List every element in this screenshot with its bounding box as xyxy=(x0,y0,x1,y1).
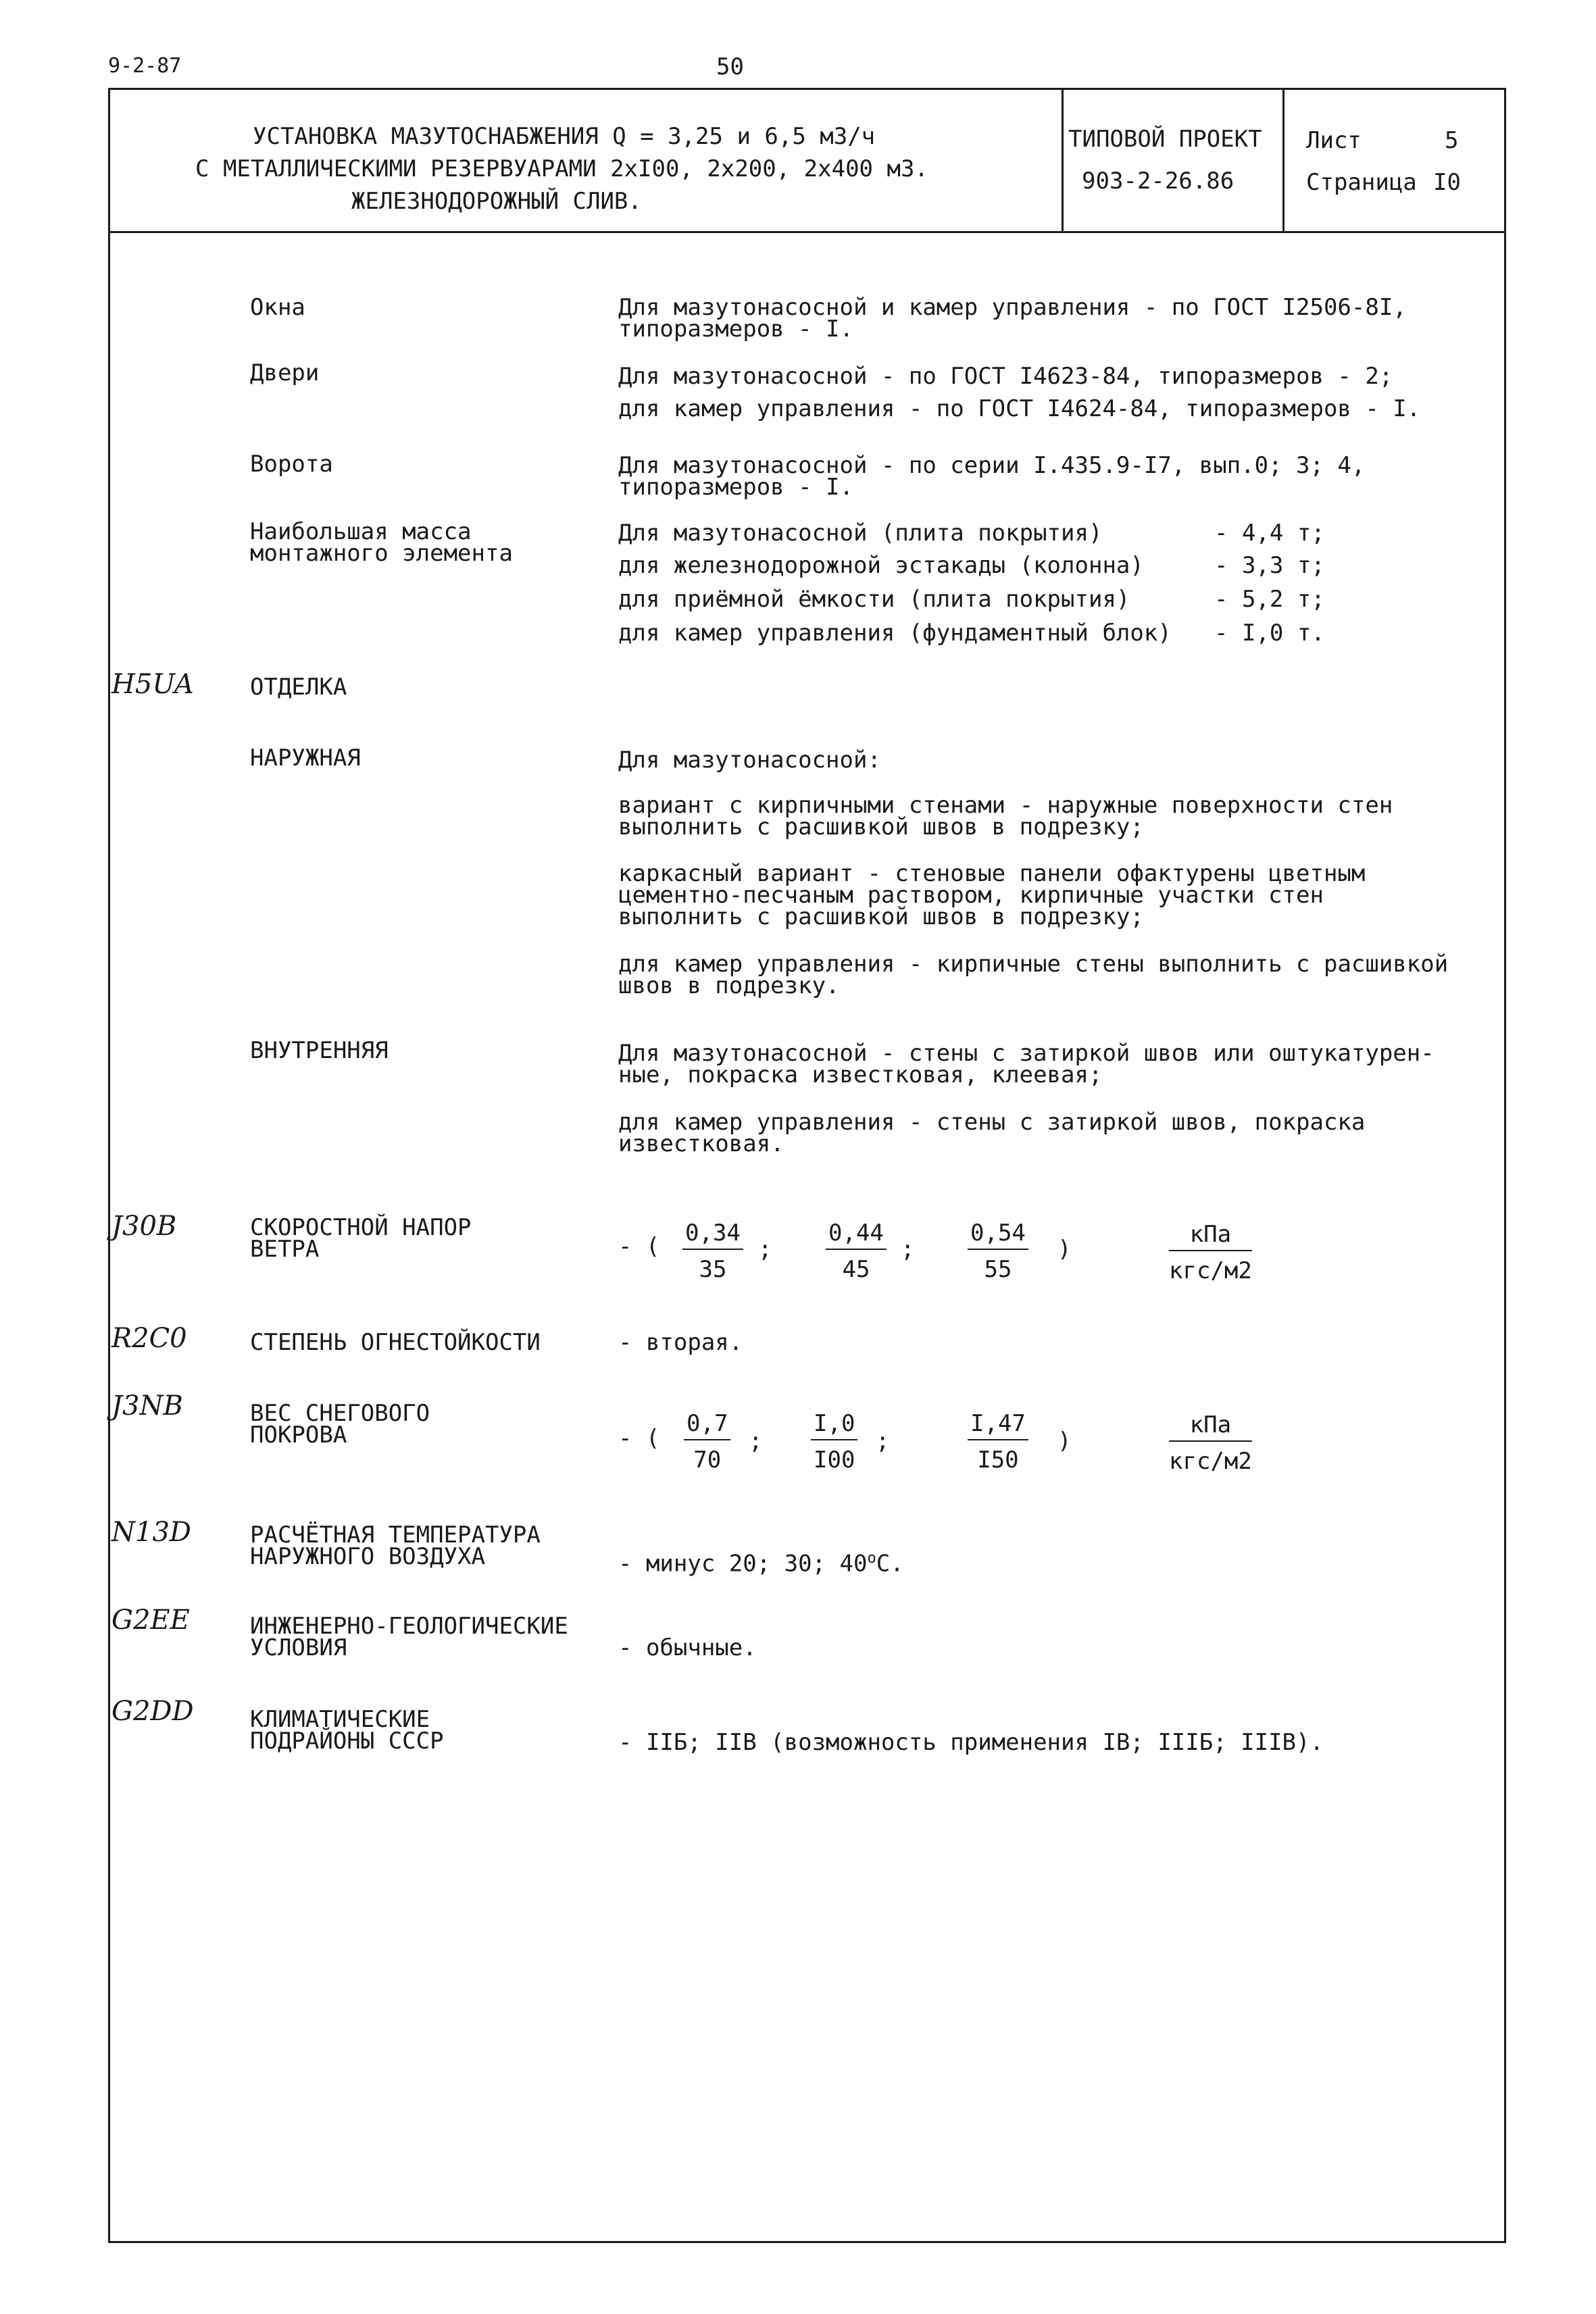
separator: ; xyxy=(758,1236,772,1263)
separator: ; xyxy=(876,1428,890,1455)
climate-label: ПОДРАЙОНЫ СССР xyxy=(250,1728,444,1755)
handwritten-code: H5UA xyxy=(111,669,194,700)
handwritten-code: G2DD xyxy=(111,1696,194,1727)
snow-fraction: $\frac{0,7}{70}$ xyxy=(684,1412,730,1472)
paren-close: ) xyxy=(1057,1428,1072,1455)
fire-label: СТЕПЕНЬ ОГНЕСТОЙКОСТИ xyxy=(250,1329,541,1356)
mass-item-value: - I,0 т. xyxy=(1214,620,1325,647)
page-number: 50 xyxy=(716,53,744,80)
windows-text: Для мазутонасосной и камер управления - по ГОСТ I2506-8I, xyxy=(618,294,1407,321)
mass-item-value: - 5,2 т; xyxy=(1214,586,1325,613)
windows-label: Окна xyxy=(250,294,305,321)
handwritten-code: R2C0 xyxy=(111,1323,187,1354)
separator: ; xyxy=(901,1236,915,1263)
wind-label: ВЕТРА xyxy=(250,1236,320,1263)
sheet-label: Лист xyxy=(1306,127,1362,154)
outer-finish-text: каркасный вариант - стеновые панели офактурены цветным xyxy=(618,860,1366,887)
outer-finish-text: цементно-песчаным раствором, кирпичные участки стен xyxy=(618,882,1324,909)
wind-dash: - ( xyxy=(618,1233,660,1260)
page-value: I0 xyxy=(1433,169,1461,196)
windows-text: типоразмеров - I. xyxy=(618,316,853,343)
geology-label: ИНЖЕНЕРНО-ГЕОЛОГИЧЕСКИЕ xyxy=(250,1613,568,1640)
finishing-label: ОТДЕЛКА xyxy=(250,674,347,701)
doors-text: Для мазутонасосной - по ГОСТ I4623-84, типоразмеров - 2; xyxy=(618,363,1393,390)
mass-item-value: - 4,4 т; xyxy=(1214,520,1325,547)
title-divider xyxy=(1062,90,1064,231)
title-divider xyxy=(1282,90,1285,231)
doors-label: Двери xyxy=(250,359,320,386)
title-line-3: ЖЕЛЕЗНОДОРОЖНЫЙ СЛИВ. xyxy=(351,188,642,215)
mass-item-text: для железнодорожной эстакады (колонна) xyxy=(618,552,1144,579)
mass-item-value: - 3,3 т; xyxy=(1214,552,1325,579)
climate-value: - IIБ; IIВ (возможность применения IВ; IIIБ; IIIВ). xyxy=(618,1729,1324,1756)
temperature-value: - минус 20; 30; $40^оС$. xyxy=(618,1550,904,1578)
max-mass-label: Наибольшая масса xyxy=(250,518,472,545)
document-code: 9-2-87 xyxy=(108,54,182,78)
fire-value: - вторая. xyxy=(618,1329,743,1356)
handwritten-code: J30B xyxy=(111,1211,177,1242)
inner-finish-text: известковая. xyxy=(618,1130,784,1157)
mass-item-text: Для мазутонасосной (плита покрытия) xyxy=(618,520,1103,547)
project-number: 903-2-26.86 xyxy=(1082,168,1235,195)
gates-label: Ворота xyxy=(250,451,333,478)
wind-fraction: $\frac{0,44}{45}$ xyxy=(826,1222,887,1281)
wind-units: кПа кгс/м2 xyxy=(1169,1221,1252,1284)
max-mass-label: монтажного элемента xyxy=(250,540,513,567)
geology-value: - обычные. xyxy=(618,1634,757,1661)
outer-finish-label: НАРУЖНАЯ xyxy=(250,745,361,772)
geology-label: УСЛОВИЯ xyxy=(250,1634,347,1661)
wind-fraction: $\frac{0,54}{55}$ xyxy=(968,1222,1028,1281)
outer-finish-text: для камер управления - кирпичные стены выполнить с расшивкой xyxy=(618,951,1449,978)
sheet-value: 5 xyxy=(1445,127,1459,154)
snow-fraction: $\frac{I,0}{I00}$ xyxy=(811,1412,857,1472)
wind-label: СКОРОСТНОЙ НАПОР xyxy=(250,1214,472,1241)
outer-finish-intro: Для мазутонасосной: xyxy=(618,747,881,774)
handwritten-code: G2EE xyxy=(111,1605,190,1636)
title-line-1: УСТАНОВКА МАЗУТОСНАБЖЕНИЯ Q = 3,25 и 6,5 м3/ч xyxy=(253,123,876,150)
page-label: Страница xyxy=(1306,169,1417,196)
handwritten-code: J3NB xyxy=(111,1390,183,1422)
snow-label: ПОКРОВА xyxy=(250,1422,347,1449)
handwritten-code: N13D xyxy=(111,1517,191,1548)
inner-finish-label: ВНУТРЕННЯЯ xyxy=(250,1037,389,1064)
title-line-2: С МЕТАЛЛИЧЕСКИМИ РЕЗЕРВУАРАМИ 2хI00, 2х200, 2х400 м3. xyxy=(195,155,928,182)
snow-label: ВЕС СНЕГОВОГО xyxy=(250,1400,430,1427)
mass-item-text: для приёмной ёмкости (плита покрытия) xyxy=(618,586,1130,613)
inner-finish-text: ные, покраска известковая, клеевая; xyxy=(618,1061,1103,1088)
snow-units: кПа кгс/м2 xyxy=(1169,1411,1252,1475)
outer-finish-text: выполнить с расшивкой швов в подрезку; xyxy=(618,903,1144,930)
mass-item-text: для камер управления (фундаментный блок) xyxy=(618,620,1172,647)
separator: ; xyxy=(749,1428,763,1455)
paren-close: ) xyxy=(1057,1236,1072,1263)
gates-text: типоразмеров - I. xyxy=(618,474,853,501)
temperature-label: РАСЧЁТНАЯ ТЕМПЕРАТУРА xyxy=(250,1521,541,1549)
gates-text: Для мазутонасосной - по серии I.435.9-I7, вып.0; 3; 4, xyxy=(618,452,1366,479)
temperature-label: НАРУЖНОГО ВОЗДУХА xyxy=(250,1543,485,1570)
wind-fraction: $\frac{0,34}{35}$ xyxy=(682,1222,743,1281)
doors-text: для камер управления - по ГОСТ I4624-84, типоразмеров - I. xyxy=(618,395,1421,422)
outer-finish-text: вариант с кирпичными стенами - наружные поверхности стен xyxy=(618,792,1393,819)
inner-finish-text: для камер управления - стены с затиркой швов, покраска xyxy=(618,1109,1366,1136)
project-label: ТИПОВОЙ ПРОЕКТ xyxy=(1068,126,1262,153)
climate-label: КЛИМАТИЧЕСКИЕ xyxy=(250,1706,430,1733)
snow-dash: - ( xyxy=(618,1425,660,1452)
outer-finish-text: выполнить с расшивкой швов в подрезку; xyxy=(618,813,1144,840)
inner-finish-text: Для мазутонасосной - стены с затиркой швов или оштукатурен- xyxy=(618,1040,1435,1067)
snow-fraction: $\frac{I,47}{I50}$ xyxy=(968,1412,1028,1472)
outer-finish-text: швов в подрезку. xyxy=(618,972,840,999)
title-block xyxy=(110,90,1504,233)
